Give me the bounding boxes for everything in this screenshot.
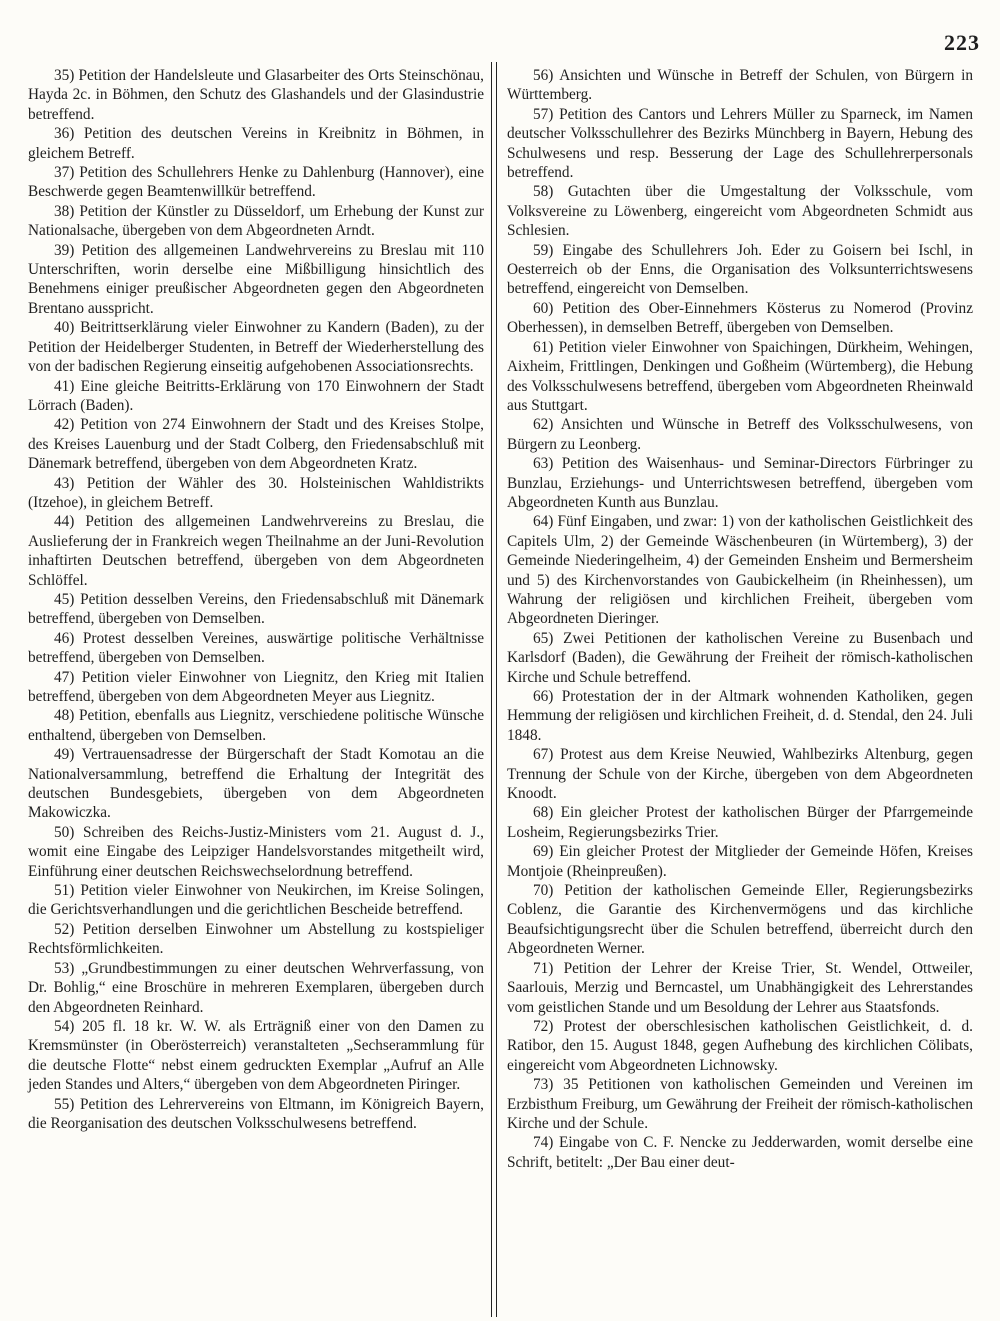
column-divider (491, 62, 497, 1317)
page-number: 223 (944, 30, 980, 55)
petition-entry: 49) Vertrauensadresse der Bürgerschaft der Stadt Komotau an die Nationalversammlung, betreffend die Erhaltung der Integrität des deutschen Bundesgebiets, übergeben von dem Abgeordneten Makowiczka. (28, 746, 484, 822)
petition-entry: 52) Petition derselben Einwohner um Abstellung zu kostspieliger Rechtsförmlichkeiten. (28, 920, 484, 958)
petition-entry: 71) Petition der Lehrer der Kreise Trier, St. Wendel, Ottweiler, Saarlouis, Merzig und Berncastel, um Unabhängigkeit des Lehrerstandes vom geistlichen Stande und um Besoldung der Lehrer aus Staatsfonds. (507, 959, 973, 1016)
petition-entry: 62) Ansichten und Wünsche in Betreff des Volksschulwesens, von Bürgern zu Leonberg. (507, 416, 973, 453)
petition-entry: 72) Protest der oberschlesischen katholischen Geistlichkeit, d. d. Ratibor, den 15. August 1848, gegen Aufhebung des kirchlichen Cölibats, eingereicht vom Abgeordneten Lichnowsky. (507, 1017, 973, 1074)
petition-entry: 42) Petition von 274 Einwohnern der Stadt und des Kreises Stolpe, des Kreises Lauenburg und der Stadt Colberg, den Friedensabschluß mit Dänemark betreffend, übergeben von dem Abgeordneten Kratz. (28, 416, 484, 473)
petition-entry: 46) Protest desselben Vereines, auswärtige politische Verhältnisse betreffend, übergeben von Demselben. (28, 629, 484, 667)
petition-entry: 45) Petition desselben Vereins, den Friedensabschluß mit Dänemark betreffend, übergeben von Demselben. (28, 590, 484, 628)
left-column (28, 66, 484, 1133)
petition-entry: 50) Schreiben des Reichs-Justiz-Ministers vom 21. August d. J., womit eine Eingabe des Leipziger Handelsvorstandes mitgetheilt wird, Einführung einer deutschen Reichswechselordnung betreffend. (28, 823, 484, 880)
petition-entry: 38) Petition der Künstler zu Düsseldorf, um Erhebung der Kunst zur Nationalsache, übergeben von dem Abgeordneten Arndt. (28, 202, 484, 240)
petition-entry: 66) Protestation der in der Altmark wohnenden Katholiken, gegen Hemmung der religiösen und kirchlichen Freiheit, d. d. Stendal, den 24. Juli 1848. (507, 688, 973, 744)
petition-entry: 47) Petition vieler Einwohner von Liegnitz, den Krieg mit Italien betreffend, übergeben von dem Abgeordneten Meyer aus Liegnitz. (28, 668, 484, 705)
right-column (507, 66, 973, 1172)
petition-entry: 70) Petition der katholischen Gemeinde Eller, Regierungsbezirks Coblenz, die Garantie des Kirchenvermögens und das kirchliche Beaufsichtigungsrecht über die Schulen betreffend, überreicht durch den Abgeordneten Werner. (507, 882, 973, 958)
petition-entry: 54) 205 fl. 18 kr. W. W. als Erträgniß einer von den Damen zu Kremsmünster (in Oberösterreich) veranstalteten „Sechserammlung für die deutsche Flotte“ nebst einem gedruckten Exemplar „Aufruf an Alle jeden Standes und Alters,“ übergeben von dem Abgeordneten Piringer. (28, 1017, 484, 1094)
petition-entry: 58) Gutachten über die Umgestaltung der Volksschule, vom Volksvereine zu Löwenberg, eingereicht vom Abgeordneten Schmidt aus Schlesien. (507, 183, 973, 240)
petition-entry: 37) Petition des Schullehrers Henke zu Dahlenburg (Hannover), eine Beschwerde gegen Beamtenwillkür betreffend. (28, 164, 484, 201)
petition-entry: 63) Petition des Waisenhaus- und Seminar-Directors Fürbringer zu Bunzlau, Erziehungs- und Unterrichtswesen betreffend, übergeben vom Abgeordneten Kunth aus Bunzlau. (507, 455, 973, 511)
petition-entry: 48) Petition, ebenfalls aus Liegnitz, verschiedene politische Wünsche enthaltend, übergeben von Demselben. (28, 707, 484, 744)
petition-entry: 65) Zwei Petitionen der katholischen Vereine zu Busenbach und Karlsdorf (Baden), die Gewährung der Freiheit der römisch-katholischen Kirche und Schule betreffend. (507, 629, 973, 686)
petition-entry: 44) Petition des allgemeinen Landwehrvereins zu Breslau, die Auslieferung der in Frankreich wegen Theilnahme an der Juni-Revolution inhaftirten Deutschen betreffend, übergeben von dem Abgeordneten Schlöffel. (28, 513, 484, 589)
petition-entry: 68) Ein gleicher Protest der katholischen Bürger der Pfarrgemeinde Losheim, Regierungsbezirks Trier. (507, 804, 973, 841)
petition-entry: 64) Fünf Eingaben, und zwar: 1) von der katholischen Geistlichkeit des Capitels Ulm, 2) der Gemeinde Wäschenbeuren (in Würtemberg), 3) der Gemeinde Niederingelheim, 4) der Gemeinden Ensheim und Bermersheim und 5) des Kirchenvorstandes von Gaubickelheim (in Rheinhessen), um Wahrung der religiösen und kirchlichen Freiheit, übergeben vom Abgeordneten Dieringer. (507, 513, 973, 628)
petition-entry: 39) Petition des allgemeinen Landwehrvereins zu Breslau mit 110 Unterschriften, worin derselbe eine Mißbilligung hinsichtlich des Benehmens einiger preußischer Abgeordneten gegen den Abgeordneten Brentano ausspricht. (28, 241, 484, 317)
petition-entry: 74) Eingabe von C. F. Nencke zu Jedderwarden, womit derselbe eine Schrift, betitelt: „Der Bau einer deut- (507, 1134, 973, 1171)
petition-entry: 61) Petition vieler Einwohner von Spaichingen, Dürkheim, Wehingen, Aixheim, Frittlingen, Denkingen und Goßheim (Würtemberg), die Hebung des Volksschulwesens betreffend, übergeben vom Abgeordneten Rheinwald aus Stuttgart. (507, 338, 973, 414)
petition-entry: 53) „Grundbestimmungen zu einer deutschen Wehrverfassung, von Dr. Bohlig,“ eine Broschüre in mehreren Exemplaren, übergeben durch den Abgeordneten Reinhard. (28, 959, 484, 1016)
petition-entry: 60) Petition des Ober-Einnehmers Kösterus zu Nomerod (Provinz Oberhessen), in demselben Betreff, übergeben von Demselben. (507, 299, 973, 337)
petition-entry: 51) Petition vieler Einwohner von Neukirchen, im Kreise Solingen, die Gerichtsverhandlungen und die gerichtlichen Bescheide betreffend. (28, 882, 484, 919)
petition-entry: 59) Eingabe des Schullehrers Joh. Eder zu Goisern bei Ischl, in Oesterreich ob der Enns, die Organisation des Volksunterrichtswesens betreffend, eingereicht von Demselben. (507, 241, 973, 298)
petition-entry: 57) Petition des Cantors und Lehrers Müller zu Sparneck, im Namen deutscher Volksschullehrer des Bezirks Münchberg in Bayern, Hebung des Schulwesens und resp. Besserung der Lage des Schullehrerpersonals betreffend. (507, 105, 973, 182)
petition-entry: 35) Petition der Handelsleute und Glasarbeiter des Orts Steinschönau, Hayda 2c. in Böhmen, den Schutz des Glashandels und der Glasindustrie betreffend. (28, 67, 484, 123)
petition-entry: 67) Protest aus dem Kreise Neuwied, Wahlbezirks Altenburg, gegen Trennung der Schule von der Kirche, übergeben von dem Abgeordneten Knoodt. (507, 746, 973, 803)
petition-entry: 73) 35 Petitionen von katholischen Gemeinden und Vereinen im Erzbisthum Freiburg, um Gewährung der Freiheit der römisch-katholischen Kirche und der Schule. (507, 1076, 973, 1132)
petition-entry: 41) Eine gleiche Beitritts-Erklärung von 170 Einwohnern der Stadt Lörrach (Baden). (28, 377, 484, 414)
petition-entry: 55) Petition des Lehrervereins von Eltmann, im Königreich Bayern, die Reorganisation des deutschen Volksschulwesens betreffend. (28, 1095, 484, 1132)
petition-entry: 56) Ansichten und Wünsche in Betreff der Schulen, von Bürgern in Württemberg. (507, 67, 973, 104)
petition-entry: 43) Petition der Wähler des 30. Holsteinischen Wahldistrikts (Itzehoe), in gleichem Betreff. (28, 474, 484, 511)
petition-entry: 69) Ein gleicher Protest der Mitglieder der Gemeinde Höfen, Kreises Montjoie (Rheinpreußen). (507, 843, 973, 880)
petition-entry: 36) Petition des deutschen Vereins in Kreibnitz in Böhmen, in gleichem Betreff. (28, 125, 484, 162)
petition-entry: 40) Beitrittserklärung vieler Einwohner zu Kandern (Baden), zu der Petition der Heidelberger Studenten, in Betreff der Wiederherstellung des von der badischen Regierung einseitig aufgehobenen Associationsrechts. (28, 319, 484, 376)
